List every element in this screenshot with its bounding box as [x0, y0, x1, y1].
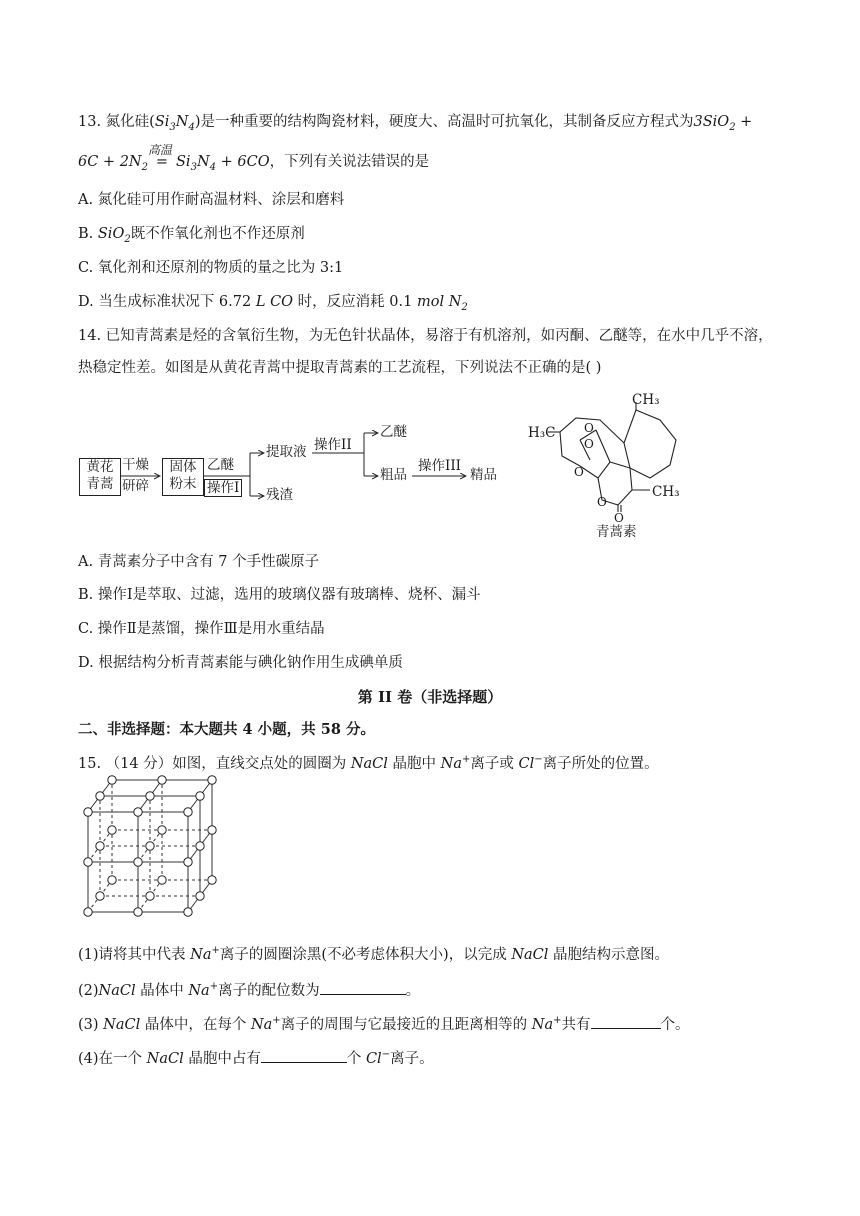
lattice-line — [138, 896, 150, 912]
q14-stem-line1: 14. 已知青蒿素是烃的含氧衍生物，为无色针状晶体，易溶于有机溶剂，如丙酮、乙醚等，在水中几乎不溶， — [78, 328, 773, 344]
lattice-ion-circle[interactable] — [158, 776, 166, 784]
flow-label-dry: 干燥 — [122, 457, 149, 473]
lattice-ion-circle[interactable] — [158, 876, 166, 884]
lattice-line — [100, 880, 112, 896]
lattice-ion-circle[interactable] — [84, 808, 92, 816]
lattice-ion-circle[interactable] — [134, 908, 142, 916]
q14-option-a: A. 青蒿素分子中含有 7 个手性碳原子 — [78, 554, 320, 570]
flow-label-op2: 操作II — [314, 437, 352, 453]
structure-label-o5: O — [614, 511, 624, 525]
structure-label-o2: O — [584, 437, 594, 451]
answer-blank-4[interactable] — [261, 1048, 347, 1063]
lattice-ion-circle[interactable] — [108, 776, 116, 784]
q15-part-4: (4)在一个 NaCl 晶胞中占有 个 Cl−离子。 — [78, 1049, 434, 1067]
structure-label-h3c: H₃C — [528, 425, 556, 441]
q14-option-c: C. 操作Ⅱ是蒸馏，操作Ⅲ是用水重结晶 — [78, 621, 325, 637]
q15-intro: 15. （14 分）如图，直线交点处的圆圈为 NaCl 晶胞中 Na+离子或 Cl−离子所处的位置。 — [78, 754, 659, 772]
structure-label-ch3-top: CH₃ — [632, 392, 660, 408]
q13-option-c: C. 氧化剂和还原剂的物质的量之比为 3:1 — [78, 260, 344, 276]
lattice-ion-circle[interactable] — [146, 792, 154, 800]
flow-label-ether2: 乙醚 — [380, 424, 407, 440]
lattice-line — [200, 830, 212, 846]
lattice-ion-circle[interactable] — [158, 826, 166, 834]
lattice-ion-circle[interactable] — [196, 842, 204, 850]
flow-label-residue: 残渣 — [266, 487, 293, 503]
lattice-ion-circle[interactable] — [96, 892, 104, 900]
lattice-line — [88, 796, 100, 812]
flow-label-fine: 精品 — [470, 467, 497, 483]
q14-option-b: B. 操作Ⅰ是萃取、过滤，选用的玻璃仪器有玻璃棒、烧杯、漏斗 — [78, 587, 481, 603]
lattice-ion-circle[interactable] — [208, 876, 216, 884]
lattice-ion-circle[interactable] — [184, 908, 192, 916]
lattice-line — [200, 780, 212, 796]
answer-blank-3[interactable] — [591, 1014, 661, 1029]
lattice-ion-circle[interactable] — [134, 858, 142, 866]
lattice-line — [100, 780, 112, 796]
answer-blank-2[interactable] — [320, 980, 406, 995]
lattice-line — [138, 846, 150, 862]
lattice-ion-circle[interactable] — [96, 842, 104, 850]
flow-label-ether: 乙醚 — [207, 457, 234, 473]
lattice-line — [188, 846, 200, 862]
q13-stem-line2: $6C + 2N_2$ 高温 = $Si_3N_4 + 6CO$，下列有关说法错误的是 — [78, 143, 430, 173]
structure-label-o1: O — [584, 421, 594, 435]
structure-name: 青蒿素 — [596, 524, 637, 540]
section-heading: 二、非选择题：本大题共 4 小题，共 58 分。 — [78, 721, 375, 738]
lattice-line — [100, 830, 112, 846]
q14-option-d: D. 根据结构分析青蒿素能与碘化钠作用生成碘单质 — [78, 655, 403, 671]
lattice-line — [150, 880, 162, 896]
section-title: 第 II 卷（非选择题） — [357, 688, 503, 706]
lattice-ion-circle[interactable] — [146, 892, 154, 900]
lattice-ion-circle[interactable] — [208, 776, 216, 784]
lattice-ion-circle[interactable] — [108, 876, 116, 884]
lattice-ion-circle[interactable] — [108, 826, 116, 834]
lattice-line — [88, 896, 100, 912]
reaction-condition: 高温 = — [147, 143, 172, 170]
q15-part-3: (3) NaCl 晶体中，在每个 Na+离子的周围与它最接近的且距离相等的 Na+共有 个。 — [78, 1015, 690, 1033]
lattice-line — [150, 780, 162, 796]
lattice-ion-circle[interactable] — [134, 808, 142, 816]
lattice-ion-circle[interactable] — [84, 858, 92, 866]
lattice-ion-circle[interactable] — [146, 842, 154, 850]
lattice-ion-circle[interactable] — [196, 892, 204, 900]
q15-part-2: (2)NaCl 晶体中 Na+离子的配位数为 。 — [78, 981, 421, 999]
lattice-line — [200, 880, 212, 896]
structure-label-o4: O — [597, 495, 607, 509]
lattice-line — [188, 896, 200, 912]
flow-label-grind: 研碎 — [122, 478, 149, 494]
lattice-ion-circle[interactable] — [184, 808, 192, 816]
lattice-ion-circle[interactable] — [84, 908, 92, 916]
q15-part-1: (1)请将其中代表 Na+离子的圆圈涂黑(不必考虑体积大小)，以完成 NaCl 晶胞结构示意图。 — [78, 945, 669, 963]
q13-stem-line1: 13. 氮化硅$(Si_3N_4)$是一种重要的结构陶瓷材料，硬度大、高温时可抗氧化，其制备反应方程式为3SiO$_2$ + — [78, 114, 753, 133]
lattice-line — [150, 830, 162, 846]
q14-stem-line2: 热稳定性差。如图是从黄花青蒿中提取青蒿素的工艺流程，下列说法不正确的是( ) — [78, 360, 602, 376]
q13-option-a: A. 氮化硅可用作耐高温材料、涂层和磨料 — [78, 192, 345, 208]
lattice-line — [88, 846, 100, 862]
lattice-line — [188, 796, 200, 812]
flow-label-op1: 操作I — [204, 479, 242, 497]
structure-label-o3: O — [574, 465, 584, 479]
flow-box-powder: 固体 粉末 — [162, 458, 204, 496]
flow-label-op3: 操作III — [418, 458, 461, 474]
lattice-ion-circle[interactable] — [184, 858, 192, 866]
lattice-line — [138, 796, 150, 812]
lattice-ion-circle[interactable] — [196, 792, 204, 800]
structure-label-ch3-right: CH₃ — [652, 484, 680, 500]
q13-option-b: B. SiO$_2$既不作氧化剂也不作还原剂 — [78, 226, 305, 245]
q13-option-d: D. 当生成标准状况下 6.72 L CO 时，反应消耗 0.1 mol $N_2$ — [78, 294, 468, 313]
lattice-ion-circle[interactable] — [208, 826, 216, 834]
flow-label-extract: 提取液 — [266, 444, 307, 460]
flow-label-crude: 粗品 — [380, 467, 407, 483]
lattice-ion-circle[interactable] — [96, 792, 104, 800]
flow-box-raw: 黄花 青蒿 — [79, 458, 121, 496]
